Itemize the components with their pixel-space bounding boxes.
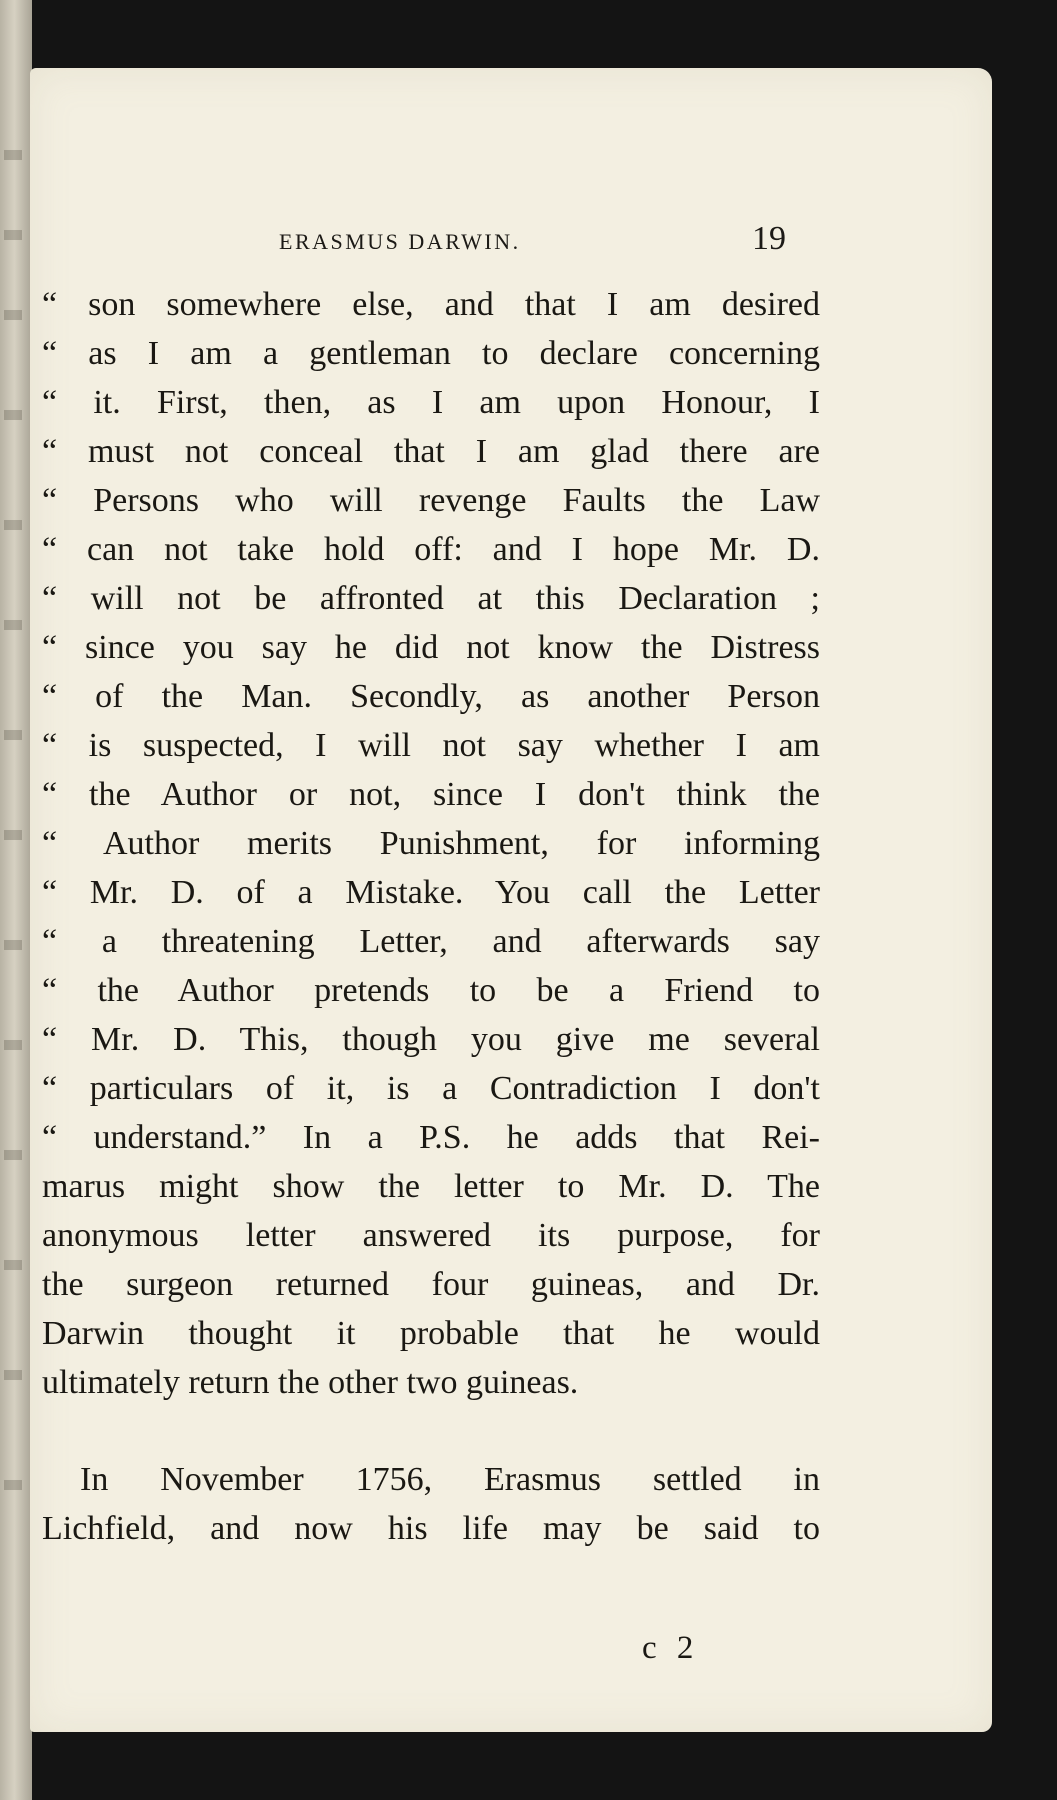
text-line: “ the Author pretends to be a Friend to [42,972,820,1009]
text-line: “ since you say he did not know the Distress [42,629,820,666]
text-line: anonymous letter answered its purpose, for [42,1217,820,1254]
text-line: “ a threatening Letter, and afterwards say [42,923,820,960]
text-line: Lichfield, and now his life may be said to [42,1510,820,1547]
text-line: “ will not be affronted at this Declaration ; [42,580,820,617]
previous-page-edge [0,0,32,1800]
page-number: 19 [752,220,786,257]
text-line: Darwin thought it probable that he would [42,1315,820,1352]
text-line: “ as I am a gentleman to declare concerning [42,335,820,372]
text-line: In November 1756, Erasmus settled in [80,1461,820,1498]
text-line: “ understand.” In a P.S. he adds that Rei- [42,1119,820,1156]
text-line: “ son somewhere else, and that I am desired [42,286,820,323]
body-text [42,280,820,1553]
running-head-title: ERASMUS DARWIN. [279,229,521,254]
text-line: “ of the Man. Secondly, as another Person [42,678,820,715]
text-line: “ Author merits Punishment, for informing [42,825,820,862]
text-line: “ must not conceal that I am glad there are [42,433,820,470]
paragraph-break [42,1407,820,1455]
text-line: “ particulars of it, is a Contradiction I don't [42,1070,820,1107]
text-line: “ the Author or not, since I don't think the [42,776,820,813]
text-line: “ Persons who will revenge Faults the Law [42,482,820,519]
text-line: “ is suspected, I will not say whether I am [42,727,820,764]
text-line: “ Mr. D. of a Mistake. You call the Letter [42,874,820,911]
signature-mark: c 2 [642,1630,700,1666]
text-line: the surgeon returned four guineas, and Dr. [42,1266,820,1303]
text-line: “ it. First, then, as I am upon Honour, I [42,384,820,421]
text-line: “ can not take hold off: and I hope Mr. D. [42,531,820,568]
text-line: marus might show the letter to Mr. D. The [42,1168,820,1205]
text-line: ultimately return the other two guineas. [42,1364,579,1401]
book-page [30,68,992,1732]
text-line: “ Mr. D. This, though you give me several [42,1021,820,1058]
running-head [30,214,992,274]
